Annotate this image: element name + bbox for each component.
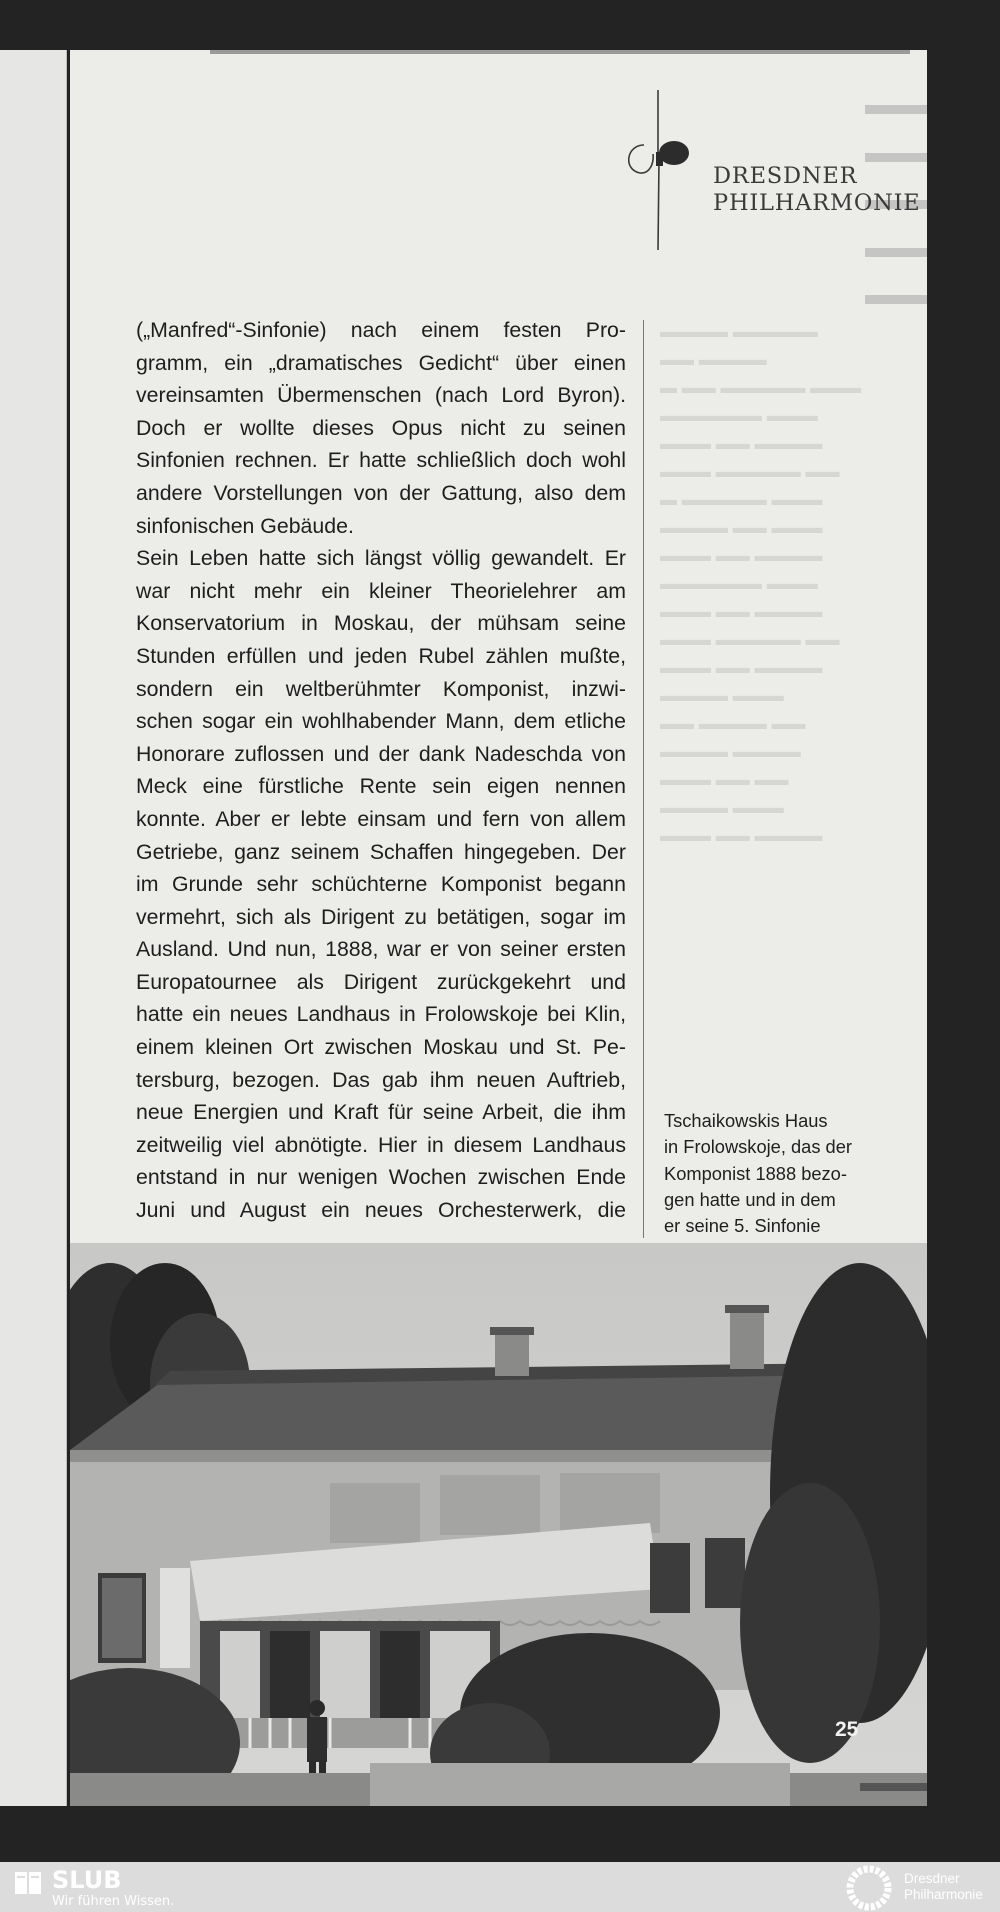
logo-wordmark <box>713 163 921 217</box>
viewer-footer <box>0 1862 1000 1912</box>
caption-line: Komponist 1888 bezo- <box>664 1162 847 1184</box>
caption-line: in Frolowskoje, das der <box>664 1136 852 1158</box>
logo-line-1: DRESDNER <box>713 163 858 189</box>
slub-book-icon <box>13 1868 43 1898</box>
body-line: Ausland. Und nun, 1888, war er von seiner ersten <box>136 937 626 962</box>
body-line: war nicht mehr ein kleiner Theorielehrer am <box>136 578 626 603</box>
body-line: Doch er wollte dieses Opus nicht zu seinen <box>136 415 626 440</box>
body-line: konnte. Aber er lebte einsam und fern von allem <box>136 806 626 831</box>
slub-tagline: Wir führen Wissen. <box>52 1894 175 1909</box>
dresdner-philharmonie-logo <box>610 90 921 270</box>
body-line: gramm, ein „dramatisches Gedicht“ über einen <box>136 350 626 375</box>
body-line: Honorare zuflossen und der dank Nadeschda von <box>136 741 626 766</box>
partner-line-2: Philharmonie <box>904 1887 983 1902</box>
body-line: zeitweilig viel abnötigte. Hier in diesem Landhaus <box>136 1132 626 1157</box>
body-line: vermehrt, sich als Dirigent zu betätigen, sogar im <box>136 904 626 929</box>
body-line: Sein Leben hatte sich längst völlig gewandelt. Er <box>136 546 626 571</box>
body-line: Sinfonien rechnen. Er hatte schließlich doch wohl <box>136 448 626 473</box>
body-line: im Grunde sehr schüchterne Komponist begann <box>136 872 626 897</box>
partner-line-1: Dresdner <box>904 1871 960 1886</box>
caption-line: er seine 5. Sinfonie <box>664 1215 821 1237</box>
body-line: Stunden erfüllen und jeden Rubel zählen mußte, <box>136 643 626 668</box>
body-line: Juni und August ein neues Orchesterwerk, die <box>136 1198 626 1223</box>
house-photograph <box>70 1243 927 1806</box>
partner-logo-text[interactable] <box>904 1871 983 1903</box>
body-line: Getriebe, ganz seinem Schaffen hingegeben. Der <box>136 839 626 864</box>
logo-line-2: PHILHARMONIE <box>713 190 921 216</box>
brochure-page <box>70 50 927 1806</box>
body-line: neue Energien und Kraft für seine Arbeit, die ihm <box>136 1100 626 1125</box>
body-line: Meck eine fürstliche Rente sein eigen nennen <box>136 774 626 799</box>
body-line: („Manfred“-Sinfonie) nach einem festen Pro- <box>136 318 626 342</box>
body-line: sondern ein weltberühmter Komponist, inzwi- <box>136 676 626 701</box>
caption-line: gen hatte und in dem <box>664 1188 836 1210</box>
column-divider <box>643 320 644 1238</box>
facing-page-edge <box>0 50 67 1806</box>
body-line: Konservatorium in Moskau, der mühsam seine <box>136 611 626 636</box>
body-line: hatte ein neues Landhaus in Frolowskoje bei Klin, <box>136 1002 626 1027</box>
body-line: vereinsamten Übermenschen (nach Lord Byron). <box>136 383 626 408</box>
body-line: sinfonischen Gebäude. <box>136 513 354 538</box>
dp-logo-icon <box>610 90 710 260</box>
page-number: 25 <box>835 1718 859 1741</box>
caption-line: Tschaikowskis Haus <box>664 1110 828 1131</box>
body-line: einem kleinen Ort zwischen Moskau und St. Pe- <box>136 1035 626 1060</box>
show-through-text: ▬▬▬▬ ▬▬▬▬▬ ▬▬ ▬▬▬▬ ▬ ▬▬ ▬▬▬▬▬ ▬▬▬ ▬▬▬▬▬▬ ▬▬▬ ▬▬▬ ▬▬ ▬▬▬▬ ▬▬▬ ▬▬▬▬▬ ▬▬ ▬ ▬▬▬▬▬ ▬▬▬ ▬▬▬▬ ▬▬ ▬▬▬ ▬▬▬ ▬▬ ▬▬▬▬ ▬▬▬▬▬▬ ▬▬▬ ▬▬▬ ▬▬ ▬▬▬▬ ▬▬▬ ▬▬▬▬▬ ▬▬ ▬▬▬ ▬▬ ▬▬▬▬ ▬▬▬▬ ▬▬▬ ▬▬ ▬▬▬▬ ▬▬ ▬▬▬▬ ▬▬▬▬ ▬▬▬ ▬▬ ▬▬ ▬▬▬▬ ▬▬▬ ▬▬▬ ▬▬ ▬▬▬▬ <box>660 322 862 845</box>
body-line: andere Vorstellungen von der Gattung, also dem <box>136 480 626 505</box>
body-line: entstand in nur wenigen Wochen zwischen Ende <box>136 1165 626 1190</box>
main-article-text <box>136 314 626 1227</box>
page-top-rule <box>210 50 910 54</box>
philharmonie-ring-icon <box>842 1865 896 1911</box>
body-line: tersburg, bezogen. Das gab ihm neuen Auftrieb, <box>136 1067 626 1092</box>
body-line: Europatournee als Dirigent zurückgekehrt und <box>136 969 626 994</box>
slub-logo-text[interactable]: SLUB <box>52 1866 122 1894</box>
bleed-mark <box>865 295 927 304</box>
body-line: schen sogar ein wohlhabender Mann, dem etliche <box>136 709 626 734</box>
